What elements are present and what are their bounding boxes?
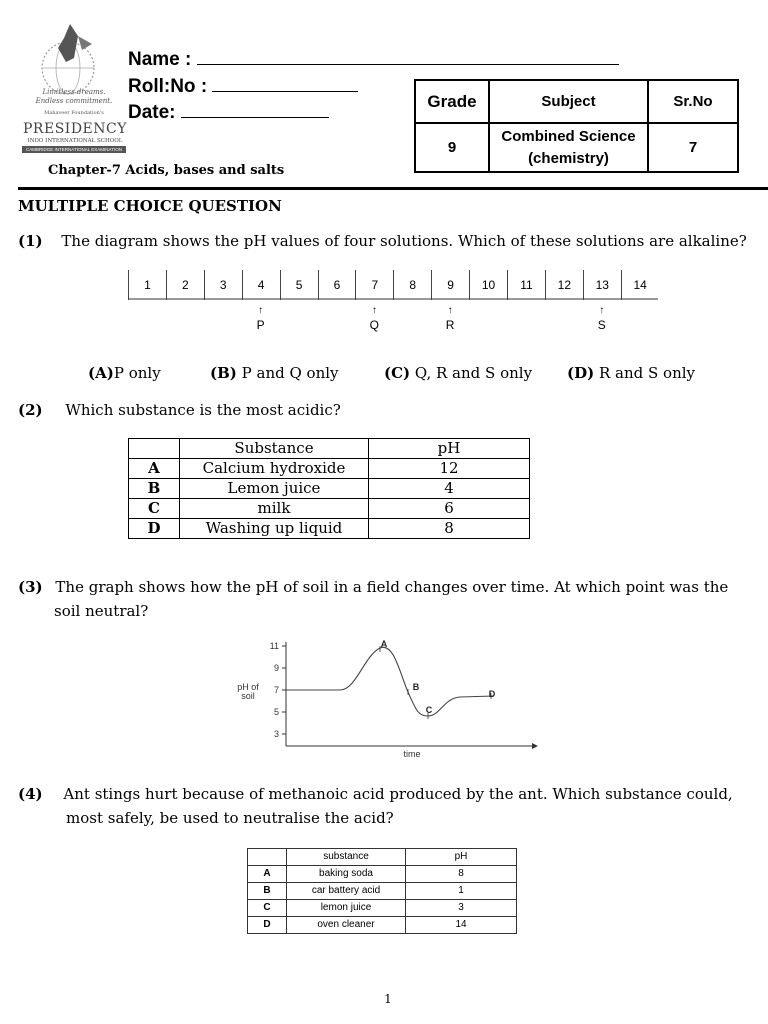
question-1-text: The diagram shows the pH values of four solutions. Which of these solutions are alkaline?: [61, 232, 747, 250]
ph-marker-s: [592, 304, 612, 332]
roll-line[interactable]: [212, 75, 358, 92]
table-row: [248, 866, 517, 883]
ph-marker-r: [440, 304, 460, 332]
y-tick-label: 7: [273, 685, 279, 695]
y-tick-label: 9: [273, 663, 279, 673]
ph-marker-p: [251, 304, 271, 332]
option-d-text: R and S only: [594, 364, 696, 382]
x-axis-label: time: [403, 749, 421, 759]
question-4-text-line-1: Ant stings hurt because of methanoic acid produced by the ant. Which substance could,: [63, 785, 733, 803]
chapter-title: Chapter-7 Acids, bases and salts: [48, 163, 285, 178]
ph-marker-label: S: [597, 318, 606, 332]
point-a-label: A: [380, 639, 388, 649]
name-field[interactable]: [128, 48, 619, 71]
question-2: [18, 401, 341, 419]
option-c[interactable]: [384, 364, 532, 382]
school-logo: [18, 18, 130, 168]
roll-field[interactable]: [128, 75, 358, 98]
up-arrow-icon: ↑: [599, 305, 605, 316]
info-table: [414, 79, 739, 173]
option-c-key: (C): [384, 364, 411, 382]
row-ph: 12: [369, 459, 530, 479]
table-row: [129, 499, 530, 519]
row-key: B: [248, 883, 287, 900]
option-c-text: Q, R and S only: [410, 364, 533, 382]
row-key: D: [129, 519, 180, 539]
option-d-key: (D): [567, 364, 595, 382]
row-key: C: [248, 900, 287, 917]
ph-scale-cell: 14: [621, 270, 659, 300]
header-divider: [18, 187, 768, 190]
row-substance: Lemon juice: [180, 479, 369, 499]
option-b[interactable]: [210, 364, 339, 382]
ph-scale-cell: 6: [318, 270, 356, 300]
row-substance: baking soda: [287, 866, 406, 883]
name-line[interactable]: [197, 48, 619, 65]
ph-marker-q: [364, 304, 384, 332]
table-row: [129, 479, 530, 499]
point-c-label: C: [425, 705, 433, 715]
row-substance: lemon juice: [287, 900, 406, 917]
ph-scale-cell: 5: [280, 270, 318, 300]
question-3-text-line-1: The graph shows how the pH of soil in a field changes over time. At which point was the: [55, 578, 729, 596]
table-row: [129, 519, 530, 539]
row-key: B: [129, 479, 180, 499]
row-ph: 8: [406, 866, 517, 883]
subject-header: Subject: [489, 80, 648, 123]
row-key: D: [248, 917, 287, 934]
row-key: A: [129, 459, 180, 479]
ph-scale-cell: 2: [166, 270, 204, 300]
y-tick-label: 5: [273, 707, 279, 717]
table-row: [129, 459, 530, 479]
question-3-text-line-2: soil neutral?: [54, 602, 149, 620]
srno-value: 7: [648, 123, 738, 172]
row-ph: 14: [406, 917, 517, 934]
up-arrow-icon: ↑: [258, 305, 264, 316]
up-arrow-icon: ↑: [371, 305, 377, 316]
name-label: Name :: [128, 49, 192, 70]
soil-ph-graph: [228, 636, 548, 764]
ant-sting-table: [247, 848, 517, 934]
row-substance: car battery acid: [287, 883, 406, 900]
point-d-label: D: [488, 689, 496, 699]
subject-line-2: (chemistry): [528, 149, 609, 167]
ph-curve: [286, 647, 494, 716]
subject-value: [489, 123, 648, 172]
logo-school-name: PRESIDENCY: [23, 121, 127, 137]
substance-table: [128, 438, 530, 539]
table-header-row: [129, 439, 530, 459]
y-axis-label-1: pH of: [237, 682, 259, 692]
ph-scale-cell: 8: [393, 270, 431, 300]
row-ph: 8: [369, 519, 530, 539]
question-3: [18, 575, 728, 623]
logo-board-banner: CAMBRIDGE INTERNATIONAL EXAMINATION: [22, 146, 126, 153]
date-line[interactable]: [181, 101, 329, 118]
point-b-label: B: [412, 682, 420, 692]
table-header-cell: Substance: [180, 439, 369, 459]
logo-foundation: Mahaveer Foundation's: [44, 110, 104, 116]
option-a-text: P only: [113, 364, 161, 382]
ph-marker-label: R: [445, 318, 455, 332]
row-substance: milk: [180, 499, 369, 519]
option-d[interactable]: [567, 364, 695, 382]
table-header-cell: pH: [369, 439, 530, 459]
ph-scale-cell: 1: [128, 270, 166, 300]
question-4-text-line-2: most safely, be used to neutralise the acid?: [66, 809, 394, 827]
table-header-cell: pH: [406, 849, 517, 866]
up-arrow-icon: ↑: [447, 305, 453, 316]
y-tick-label: 3: [273, 729, 279, 739]
row-key: A: [248, 866, 287, 883]
question-2-number: (2): [18, 401, 43, 419]
section-title: MULTIPLE CHOICE QUESTION: [18, 197, 282, 215]
grade-value: 9: [415, 123, 489, 172]
row-ph: 1: [406, 883, 517, 900]
table-row: [248, 917, 517, 934]
ph-scale-cell: 12: [545, 270, 583, 300]
y-tick-label: 11: [269, 641, 279, 651]
row-ph: 3: [406, 900, 517, 917]
option-b-text: P and Q only: [236, 364, 339, 382]
grade-header: Grade: [415, 80, 489, 123]
y-axis-label-2: soil: [241, 691, 255, 701]
ph-scale-cell: 3: [204, 270, 242, 300]
table-header-cell: [129, 439, 180, 459]
question-4: [18, 782, 733, 830]
table-header-cell: substance: [287, 849, 406, 866]
ph-scale-cell: 10: [469, 270, 507, 300]
row-key: C: [129, 499, 180, 519]
question-2-text: Which substance is the most acidic?: [65, 401, 341, 419]
date-field[interactable]: [128, 101, 329, 124]
row-substance: oven cleaner: [287, 917, 406, 934]
option-a-key: (A): [88, 364, 114, 382]
question-1-options: [88, 364, 728, 384]
question-3-number: (3): [18, 578, 43, 596]
ph-marker-label: Q: [369, 318, 380, 332]
soil-ph-graph-svg: [228, 636, 548, 764]
row-substance: Washing up liquid: [180, 519, 369, 539]
page-number: 1: [384, 992, 392, 1006]
ph-scale: [128, 270, 658, 300]
ph-scale-cell: 4: [242, 270, 280, 300]
ph-marker-label: P: [256, 318, 265, 332]
table-row: [248, 900, 517, 917]
table-row: [248, 883, 517, 900]
ph-scale-cell: 11: [507, 270, 545, 300]
row-ph: 6: [369, 499, 530, 519]
ph-scale-cells: [128, 270, 658, 300]
option-a[interactable]: [88, 364, 161, 382]
question-4-number: (4): [18, 785, 43, 803]
ph-scale-cell: 9: [431, 270, 469, 300]
ph-scale-cell: 13: [583, 270, 621, 300]
y-ticks: [270, 641, 286, 739]
row-substance: Calcium hydroxide: [180, 459, 369, 479]
ph-scale-markers: [128, 300, 658, 340]
subject-line-1: Combined Science: [501, 127, 636, 145]
roll-label: Roll:No :: [128, 76, 208, 97]
date-label: Date:: [128, 102, 176, 123]
row-ph: 4: [369, 479, 530, 499]
ph-scale-cell: 7: [355, 270, 393, 300]
logo-school-subtitle: INDO INTERNATIONAL SCHOOL: [27, 138, 123, 144]
table-header-cell: [248, 849, 287, 866]
logo-tagline-1: Limitless dreams.: [42, 88, 106, 96]
option-b-key: (B): [210, 364, 237, 382]
logo-tagline-2: Endless commitment.: [35, 97, 113, 105]
table-header-row: [248, 849, 517, 866]
question-1-number: (1): [18, 232, 43, 250]
x-axis-arrow-icon: [532, 743, 538, 749]
question-1: [18, 232, 747, 250]
srno-header: Sr.No: [648, 80, 738, 123]
